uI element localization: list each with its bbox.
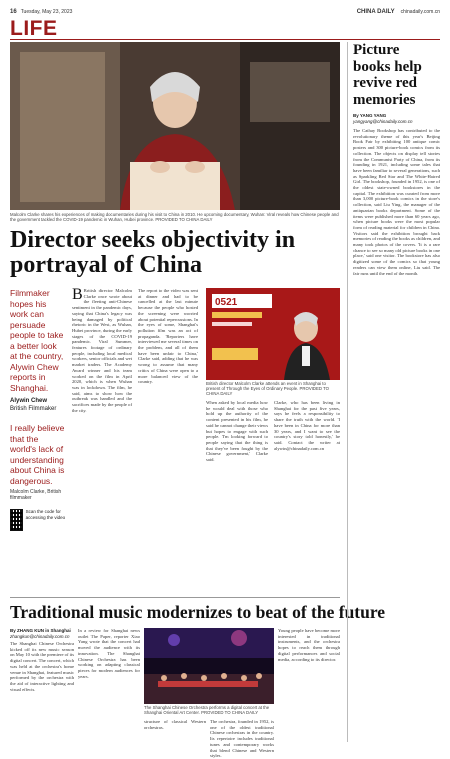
qr-code-icon[interactable] bbox=[10, 509, 23, 531]
pull-quote: I really believe that the world's lack of understanding about China is dangerous. bbox=[10, 423, 65, 486]
paper-name: CHINA DAILY bbox=[356, 9, 395, 15]
second-story-column-1-text: The Shanghai Chinese Orchestra kicked off its new music season on May 10 with the premiere of its digital concert. The concert, which was held at the orchestra's home venue in Shanghai, featured music performed by the orchestra with the aid of interactive lighting and visual effects. bbox=[10, 641, 74, 692]
sidebar-byline-email: yangyang@chinadaily.com.cn bbox=[353, 118, 413, 124]
second-story-column-3b: The orchestra, founded in 1952, is one of the oldest traditional Chinese orchestras in the country. Its repertoire includes traditional tunes and contemporary works that blend Chinese and Western styles. bbox=[210, 719, 274, 759]
section-title: LIFE bbox=[10, 18, 440, 40]
second-story-column-4: Young people have become more interested in traditional instruments, and the orchestra hopes to reach them through digital performances and social media, according to its director. bbox=[278, 628, 340, 662]
second-story-column-1 bbox=[10, 628, 74, 746]
main-story-column-1 bbox=[72, 288, 132, 524]
issue-date: Tuesday, May 23, 2023 bbox=[20, 9, 73, 15]
second-story-column-3a: structure of classical Western orchestras. bbox=[144, 719, 206, 730]
main-story-column-4: Clarke, who has been living in Shanghai for the past five years, says he feels a responsibility to share the truth with the world. 'I have been in China for more than 30 years, and I want to see the country's story told honestly,' he said. Contact the writer at alywin@chinadaily.com.cn bbox=[274, 400, 340, 451]
pull-quote-name: Malcolm Clarke, British filmmaker bbox=[10, 489, 62, 501]
qr-code-text: Scan the code for accessing the video bbox=[25, 509, 66, 520]
lead-photo-caption: Malcolm Clarke shares his experiences of making documentaries during his visit to China in 2010. He upcoming documentary, Wuhan: Viral reveals how Chinese people and the government tackled the COVID-19 pandemic in Wuhan, Hubei province. PROVIDED TO CHINA DAILY bbox=[10, 212, 339, 223]
svg-text:0521: 0521 bbox=[215, 297, 238, 308]
sidebar-column bbox=[347, 42, 440, 742]
sidebar-headline: Picture books help revive red memories bbox=[353, 42, 422, 108]
masthead bbox=[10, 6, 440, 18]
second-story bbox=[10, 597, 386, 759]
lead-photo bbox=[10, 42, 340, 210]
byline-role: British Filmmaker bbox=[10, 405, 57, 412]
event-photo bbox=[206, 288, 340, 380]
main-story-column-3: When asked by local media how he would deal with those who hold up the authority of the content presented in his film, he said he cannot change their views but hopes to engage with such people. 'I'm looking forward to people saying that the thing is that they've been fought by the Chinese government,' Clarke said. bbox=[206, 400, 268, 463]
paper-url: chinadaily.com.cn bbox=[400, 9, 440, 15]
page-number: 16 bbox=[10, 9, 17, 15]
standfirst bbox=[10, 288, 66, 531]
main-story bbox=[10, 288, 340, 588]
second-byline-name: By ZHANG KUN in Shanghai bbox=[10, 628, 71, 633]
sidebar-byline bbox=[353, 113, 440, 124]
second-byline bbox=[10, 628, 74, 639]
orchestra-photo-caption: The Shanghai Chinese Orchestra performs a digital concert at the Shanghai Oriental Art Center. PROVIDED TO CHINA DAILY bbox=[144, 705, 270, 716]
orchestra-photo bbox=[144, 628, 274, 704]
main-headline: Director seeks objectivity in portrayal of China bbox=[10, 227, 296, 278]
main-story-column-2: The report to the video was sent at dinner and had to be cancelled at the last minute because the people who hosted the screening were worried about potential repercussions. In the eyes of some, Shanghai's pollution film was an act of propaganda. 'Reporters have interviewed me several times on the problem, and all of them have been unfair to China,' Clarke said, adding that he was wrong to assume that many critics of China were open to a more balanced view of the country. bbox=[138, 288, 198, 385]
second-headline: Traditional music modernizes to beat of the future bbox=[10, 602, 386, 622]
sidebar-byline-name: By YANG YANG bbox=[353, 113, 387, 118]
qr-code-block[interactable] bbox=[10, 509, 66, 531]
sidebar-body: The Cathay Bookshop has contributed to the revolutionary theme of this year's Beijing Book Fair by exhibiting 100 antique comic posters and 300 picture-book comics from its collection. The objects on display tell stories from the Communist Party of China, from its founding in 1921, including some tales that have been familiar to several generations, such as Sparkling Red Star and The White-Haired Girl. The bookshop, founded in 1952, is one of the oldest state-owned bookstores in the capital. The exhibition was curated from more than 3,000 picture-book comics in the store's collection, said Liu Ying, the manager of the antiquarian books department. Some of the items were published more than 60 years ago, when picture books were the most popular form of reading material for children in China. Visitors said the exhibition brought back memories of reading the books as children, and many took photos of the covers. 'It is a rare chance to see so many old picture books in one place,' said one visitor. The bookstore has also digitized some of the comics so that young readers can view them online, Liu said. The fair runs until the end of the month. bbox=[353, 128, 441, 276]
drop-cap: B bbox=[72, 286, 83, 303]
byline-name: Alywin Chew bbox=[10, 398, 48, 404]
event-photo-caption: British director Malcolm Clarke attends an event in Shanghai to present of Through the Eyes of Ordinary People. PROVIDED TO CHINA DAILY bbox=[206, 381, 330, 397]
second-story-column-2: In a review for Shanghai news outlet The Paper, reporter Xiao Yang wrote that the concert had moved the audience with its innovation. The Shanghai Chinese Orchestra has been working on adapting classical pieces for modern audiences for years. bbox=[78, 628, 140, 679]
standfirst-text: Filmmaker hopes his work can persuade people to take a better look at the country, Alywin Chew reports in Shanghai. bbox=[10, 288, 64, 393]
second-byline-email: zhangkun@chinadaily.com.cn bbox=[10, 633, 70, 639]
byline bbox=[10, 398, 66, 413]
main-story-column-1-text: British director Malcolm Clarke once wrote about the fleeting anti-Chinese sentiment in the pandemic days, saying that China's legacy was being damaged by political rhetoric in the West, as Wuhan, Hubei province, during the early stages of the COVID-19 pandemic. Viral Summer, features footage of ordinary people, including local medical workers, senior officials and wet market traders. The Academy Award winner and his team worked on the film in April 2020, which is when Wuhan was in lockdown. The film, he said, aims to show how the outbreak was handled and the sacrifices made by the people of the city. bbox=[72, 288, 132, 413]
